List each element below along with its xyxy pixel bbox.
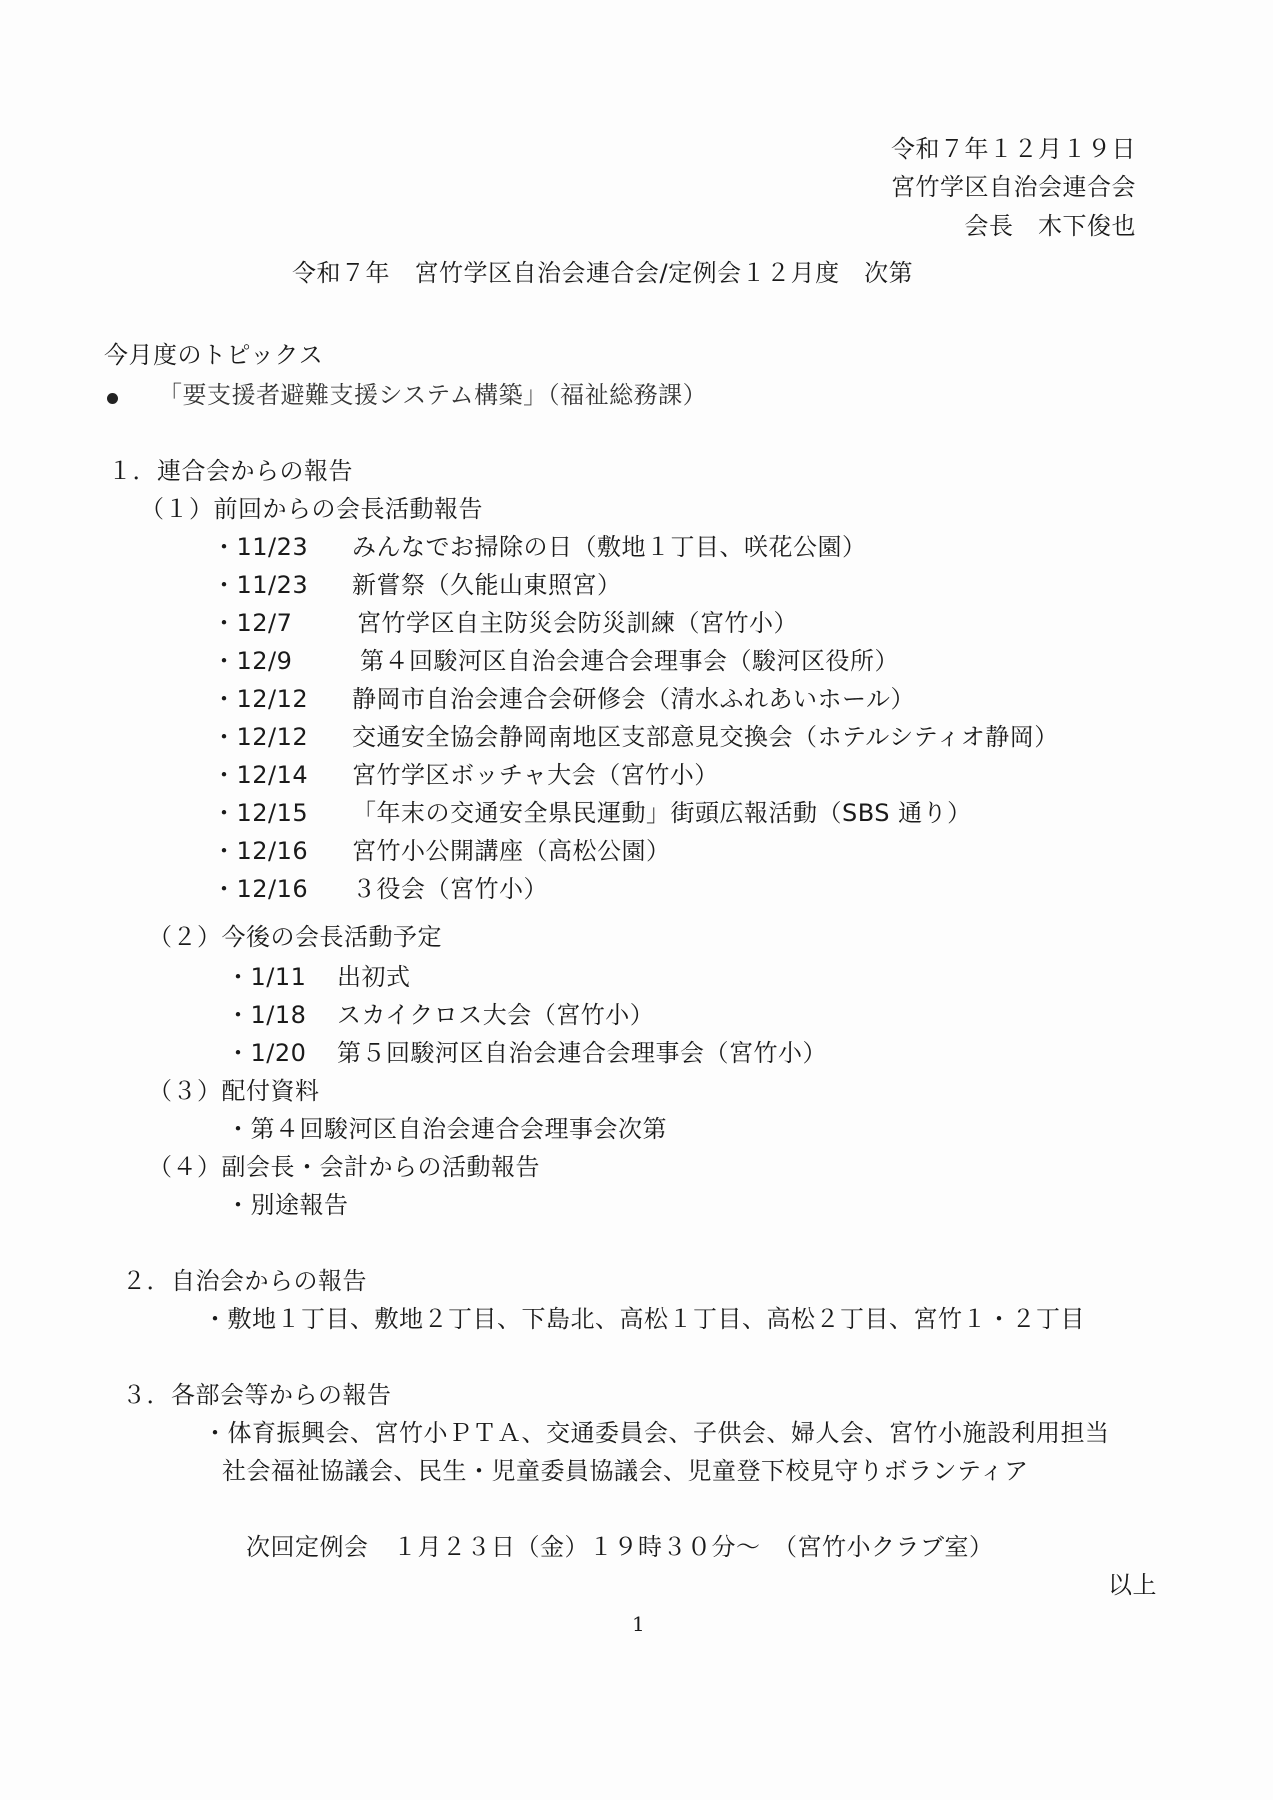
topics-heading: 今月度のトピックス xyxy=(104,341,324,369)
plan-text: 第５回駿河区自治会連合会理事会（宮竹小） xyxy=(337,1039,827,1067)
plan-date: ・1/18 xyxy=(226,1001,307,1029)
activity-text: 宮竹学区自主防災会防災訓練（宮竹小） xyxy=(357,609,798,637)
vp-report-item: ・別途報告 xyxy=(226,1191,349,1219)
material-item: ・第４回駿河区自治会連合会理事会次第 xyxy=(226,1115,667,1143)
activity-text: 新嘗祭（久能山東照宮） xyxy=(352,571,622,599)
activity-text: 静岡市自治会連合会研修会（清水ふれあいホール） xyxy=(352,685,916,713)
committee-list-line: ・体育振興会、宮竹小ＰＴＡ、交通委員会、子供会、婦人会、宮竹小施設利用担当 xyxy=(203,1419,1110,1447)
activity-text: ３役会（宮竹小） xyxy=(352,875,548,903)
document-date: 令和７年１２月１９日 xyxy=(891,135,1136,163)
sub3-heading: （３）配付資料 xyxy=(148,1077,320,1105)
activity-date: ・12/9 xyxy=(212,647,293,675)
activity-text: 宮竹小公開講座（高松公園） xyxy=(352,837,671,865)
activity-date: ・12/15 xyxy=(212,799,309,827)
sub2-heading: （２）今後の会長活動予定 xyxy=(148,923,442,951)
section3-heading: ３．各部会等からの報告 xyxy=(122,1381,392,1409)
activity-text: みんなでお掃除の日（敷地１丁目、咲花公園） xyxy=(352,533,867,561)
topic-item: 「要支援者避難支援システム構築」（福祉総務課） xyxy=(158,381,708,409)
plan-date: ・1/11 xyxy=(226,963,307,991)
activity-date: ・12/14 xyxy=(212,761,309,789)
district-list: ・敷地１丁目、敷地２丁目、下島北、高松１丁目、高松２丁目、宮竹１・２丁目 xyxy=(203,1305,1085,1333)
activity-date: ・11/23 xyxy=(212,571,309,599)
page-number: 1 xyxy=(632,1612,645,1636)
activity-text: 宮竹学区ボッチャ大会（宮竹小） xyxy=(352,761,719,789)
document-title: 令和７年 宮竹学区自治会連合会/定例会１２月度 次第 xyxy=(292,259,914,287)
section2-heading: ２．自治会からの報告 xyxy=(122,1267,367,1295)
activity-date: ・12/12 xyxy=(212,685,309,713)
sub4-heading: （４）副会長・会計からの活動報告 xyxy=(148,1153,540,1181)
activity-date: ・12/12 xyxy=(212,723,309,751)
activity-text: 第４回駿河区自治会連合会理事会（駿河区役所） xyxy=(360,647,899,675)
plan-date: ・1/20 xyxy=(226,1039,307,1067)
organization-name: 宮竹学区自治会連合会 xyxy=(891,173,1136,201)
topic-bullet-icon xyxy=(107,393,118,404)
activity-date: ・11/23 xyxy=(212,533,309,561)
sub1-heading: （１）前回からの会長活動報告 xyxy=(140,495,483,523)
activity-text: 交通安全協会静岡南地区支部意見交換会（ホテルシティオ静岡） xyxy=(352,723,1059,751)
activity-text: 「年末の交通安全県民運動」街頭広報活動（SBS 通り） xyxy=(352,799,972,827)
plan-text: 出初式 xyxy=(337,963,411,991)
activity-date: ・12/16 xyxy=(212,875,309,903)
plan-text: スカイクロス大会（宮竹小） xyxy=(337,1001,655,1029)
next-meeting: 次回定例会 １月２３日（金）１９時３０分～ （宮竹小クラブ室） xyxy=(246,1533,994,1561)
president-name: 会長 木下俊也 xyxy=(964,212,1136,240)
closing-mark: 以上 xyxy=(1108,1571,1157,1599)
activity-date: ・12/7 xyxy=(212,609,293,637)
activity-date: ・12/16 xyxy=(212,837,309,865)
committee-list-line: 社会福祉協議会、民生・児童委員協議会、児童登下校見守りボランティア xyxy=(222,1457,1029,1485)
section1-heading: １．連合会からの報告 xyxy=(108,457,353,485)
